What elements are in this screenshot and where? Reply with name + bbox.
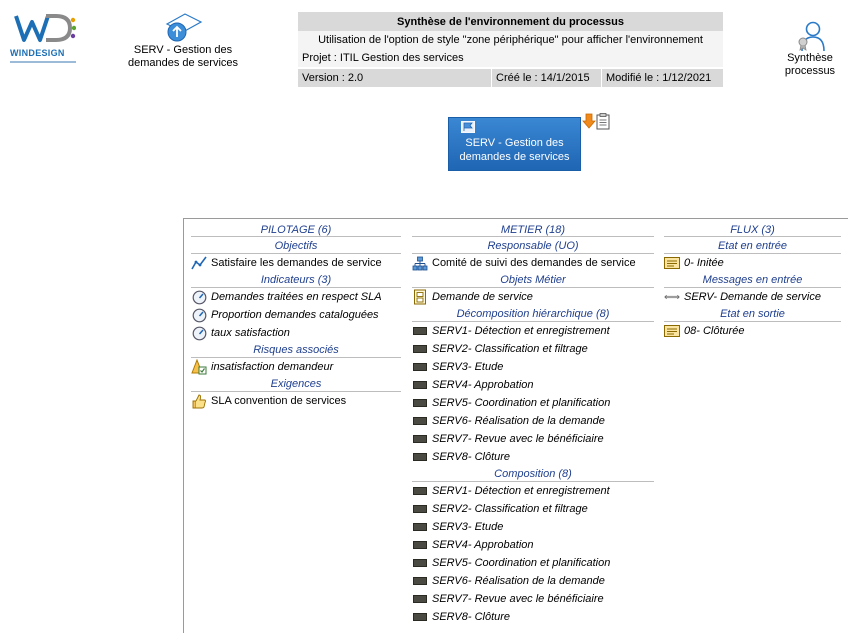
- composition-label: SERV6- Réalisation de la demande: [432, 575, 605, 587]
- decomposition-label: SERV1- Détection et enregistrement: [432, 325, 610, 337]
- decomposition-item[interactable]: [412, 448, 654, 466]
- composition-label: SERV1- Détection et enregistrement: [432, 485, 610, 497]
- decomposition-title: Décomposition hiérarchique (8): [412, 306, 654, 322]
- indicateurs-title: Indicateurs (3): [191, 272, 401, 288]
- process-flag-icon: [461, 121, 475, 133]
- metier-title: METIER (18): [412, 223, 654, 237]
- header-project: Projet : ITIL Gestion des services: [298, 49, 723, 67]
- etat-sortie-label: 08- Clôturée: [684, 325, 745, 337]
- decomposition-label: SERV8- Clôture: [432, 451, 511, 463]
- header-modified: Modifié le : 1/12/2021: [606, 72, 712, 84]
- composition-item[interactable]: [412, 518, 654, 536]
- flux-column: [664, 223, 841, 340]
- indicateur-item[interactable]: [191, 288, 401, 306]
- environment-panel: [183, 218, 848, 633]
- message-entree-label: SERV- Demande de service: [684, 291, 821, 303]
- header-created: Créé le : 14/1/2015: [492, 69, 602, 87]
- process-bar-icon: [412, 395, 428, 411]
- risque-label: insatisfaction demandeur: [211, 361, 334, 373]
- download-arrow-icon[interactable]: [582, 113, 596, 131]
- pilotage-column: [191, 223, 401, 410]
- message-arrow-icon: [664, 289, 680, 305]
- business-object-icon: [412, 289, 428, 305]
- synthesis-label: Synthèse processus: [784, 52, 836, 77]
- objectif-item[interactable]: [191, 254, 401, 272]
- decomposition-item[interactable]: [412, 376, 654, 394]
- composition-item[interactable]: [412, 554, 654, 572]
- clipboard-icon[interactable]: [596, 113, 610, 130]
- header-title: Synthèse de l'environnement du processus: [298, 12, 723, 31]
- process-bar-icon: [412, 359, 428, 375]
- risque-item[interactable]: [191, 358, 401, 376]
- responsable-item[interactable]: [412, 254, 654, 272]
- process-bar-icon: [412, 501, 428, 517]
- main-process-box[interactable]: [448, 117, 581, 171]
- process-bar-icon: [412, 609, 428, 625]
- decomposition-label: SERV7- Revue avec le bénéficiaire: [432, 433, 604, 445]
- composition-item[interactable]: [412, 572, 654, 590]
- decomposition-label: SERV5- Coordination et planification: [432, 397, 611, 409]
- process-bar-icon: [412, 573, 428, 589]
- decomposition-label: SERV6- Réalisation de la demande: [432, 415, 605, 427]
- flux-title: FLUX (3): [664, 223, 841, 237]
- indicateur-label: taux satisfaction: [211, 327, 290, 339]
- state-note-icon: [664, 255, 680, 271]
- objet-label: Demande de service: [432, 291, 533, 303]
- state-note-icon: [664, 323, 680, 339]
- composition-label: SERV5- Coordination et planification: [432, 557, 611, 569]
- process-bar-icon: [412, 483, 428, 499]
- logo-win-text: WIN: [10, 48, 29, 58]
- header-meta-row: [298, 69, 723, 87]
- header-subtitle: Utilisation de l'option de style "zone périphérique" pour afficher l'environnement: [298, 31, 723, 49]
- composition-item[interactable]: [412, 482, 654, 500]
- main-process-label: SERV - Gestion des demandes de services: [459, 137, 570, 163]
- composition-item[interactable]: [412, 500, 654, 518]
- process-header-table: [298, 12, 723, 87]
- indicateur-label: Demandes traitées en respect SLA: [211, 291, 382, 303]
- decomposition-label: SERV3- Etude: [432, 361, 504, 373]
- decomposition-item[interactable]: [412, 412, 654, 430]
- process-actions: [582, 113, 612, 131]
- process-bar-icon: [412, 519, 428, 535]
- parent-process-label: SERV - Gestion des demandes de services: [127, 44, 239, 69]
- objectifs-title: Objectifs: [191, 238, 401, 254]
- process-bar-icon: [412, 323, 428, 339]
- process-bar-icon: [412, 431, 428, 447]
- decomposition-label: SERV4- Approbation: [432, 379, 534, 391]
- header-version: Version : 2.0: [298, 69, 492, 87]
- gauge-icon: [191, 289, 207, 305]
- composition-label: SERV3- Etude: [432, 521, 504, 533]
- synthesis-process-link[interactable]: [778, 20, 842, 78]
- gauge-icon: [191, 325, 207, 341]
- process-bar-icon: [412, 537, 428, 553]
- risques-title: Risques associés: [191, 342, 401, 358]
- decomposition-item[interactable]: [412, 340, 654, 358]
- process-bar-icon: [412, 377, 428, 393]
- windesign-logo: [8, 10, 78, 64]
- parent-process-link[interactable]: [118, 12, 248, 70]
- responsable-title: Responsable (UO): [412, 238, 654, 254]
- process-bar-icon: [412, 449, 428, 465]
- decomposition-item[interactable]: [412, 322, 654, 340]
- windesign-logo-mark: [12, 10, 76, 46]
- composition-item[interactable]: [412, 536, 654, 554]
- pilotage-title: PILOTAGE (6): [191, 223, 401, 237]
- responsable-label: Comité de suivi des demandes de service: [432, 257, 636, 269]
- objectif-label: Satisfaire les demandes de service: [211, 257, 382, 269]
- composition-item[interactable]: [412, 590, 654, 608]
- process-bar-icon: [412, 341, 428, 357]
- warning-icon: [191, 359, 207, 375]
- exigence-label: SLA convention de services: [211, 395, 347, 407]
- objet-item[interactable]: [412, 288, 654, 306]
- indicateur-label: Proportion demandes cataloguées: [211, 309, 379, 321]
- user-award-icon: [793, 20, 827, 52]
- decomposition-item[interactable]: [412, 430, 654, 448]
- indicateur-item[interactable]: [191, 306, 401, 324]
- org-chart-icon: [412, 255, 428, 271]
- composition-label: SERV8- Clôture: [432, 611, 511, 623]
- process-bar-icon: [412, 413, 428, 429]
- decomposition-item[interactable]: [412, 358, 654, 376]
- objets-title: Objets Métier: [412, 272, 654, 288]
- decomposition-item[interactable]: [412, 394, 654, 412]
- messages-entree-title: Messages en entrée: [664, 272, 841, 288]
- etat-entree-title: Etat en entrée: [664, 238, 841, 254]
- composition-label: SERV7- Revue avec le bénéficiaire: [432, 593, 604, 605]
- message-entree-item[interactable]: [664, 288, 841, 306]
- etat-sortie-item[interactable]: [664, 322, 841, 340]
- parent-process-icon: [161, 12, 205, 44]
- composition-title: Composition (8): [412, 466, 654, 482]
- process-bar-icon: [412, 555, 428, 571]
- logo-design-text: DESIGN: [28, 48, 65, 58]
- exigences-title: Exigences: [191, 376, 401, 392]
- etat-sortie-title: Etat en sortie: [664, 306, 841, 322]
- metier-column: [412, 223, 654, 626]
- etat-entree-label: 0- Initée: [684, 257, 724, 269]
- thumbs-up-icon: [191, 393, 207, 409]
- process-bar-icon: [412, 591, 428, 607]
- decomposition-label: SERV2- Classification et filtrage: [432, 343, 588, 355]
- composition-label: SERV2- Classification et filtrage: [432, 503, 588, 515]
- composition-item[interactable]: [412, 608, 654, 626]
- indicateur-item[interactable]: [191, 324, 401, 342]
- etat-entree-item[interactable]: [664, 254, 841, 272]
- composition-label: SERV4- Approbation: [432, 539, 534, 551]
- gauge-icon: [191, 307, 207, 323]
- exigence-item[interactable]: [191, 392, 401, 410]
- trend-line-icon: [191, 255, 207, 271]
